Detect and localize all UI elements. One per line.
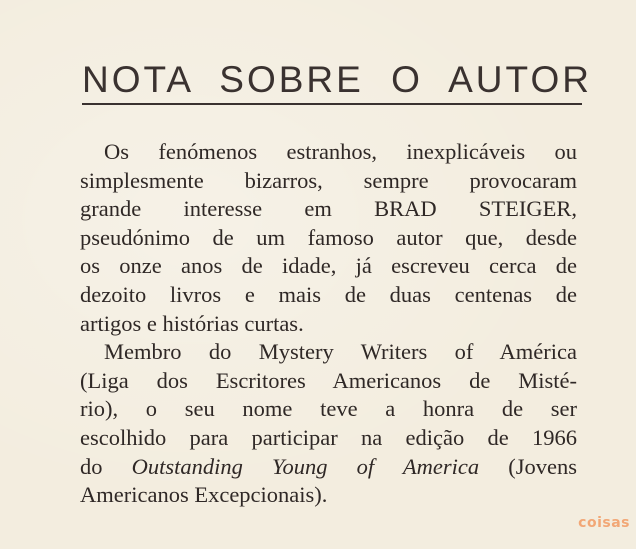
paragraph-2-line: rio), o seu nome teve a honra de ser <box>80 396 577 422</box>
paragraph-2-line: (Liga dos Escritores Americanos de Misté- <box>80 367 577 393</box>
paragraph-1-line: artigos e histórias curtas. <box>80 310 304 336</box>
line-suffix: (Jovens <box>479 453 578 479</box>
paragraph-1-line: pseudónimo de um famoso autor que, desde <box>80 224 577 250</box>
line-prefix: do <box>80 453 132 479</box>
paragraph-1-line: dezoito livros e mais de duas centenas de <box>80 281 577 307</box>
title-underline <box>82 103 582 105</box>
paragraph-2-line: Membro do Mystery Writers of América <box>104 339 577 365</box>
paragraph-2-line <box>80 453 577 482</box>
watermark: coisas <box>578 515 630 531</box>
paragraph-1-line: Os fenómenos estranhos, inexplicáveis ou <box>104 139 577 164</box>
page-title: NOTA SOBRE O AUTOR <box>82 59 592 100</box>
paragraph-1-line: os onze anos de idade, já escreveu cerca de <box>80 253 577 279</box>
publication-title: Outstanding Young of America <box>131 453 480 479</box>
body-text <box>80 138 577 510</box>
paragraph-1-line: grande interesse em BRAD STEIGER, <box>80 196 577 222</box>
paragraph-1-line: simplesmente bizarros, sempre provocaram <box>80 167 577 193</box>
paragraph-2-line: escolhido para participar na edição de 1966 <box>80 424 577 450</box>
paragraph-2-line: Americanos Excepcionais). <box>80 482 328 508</box>
